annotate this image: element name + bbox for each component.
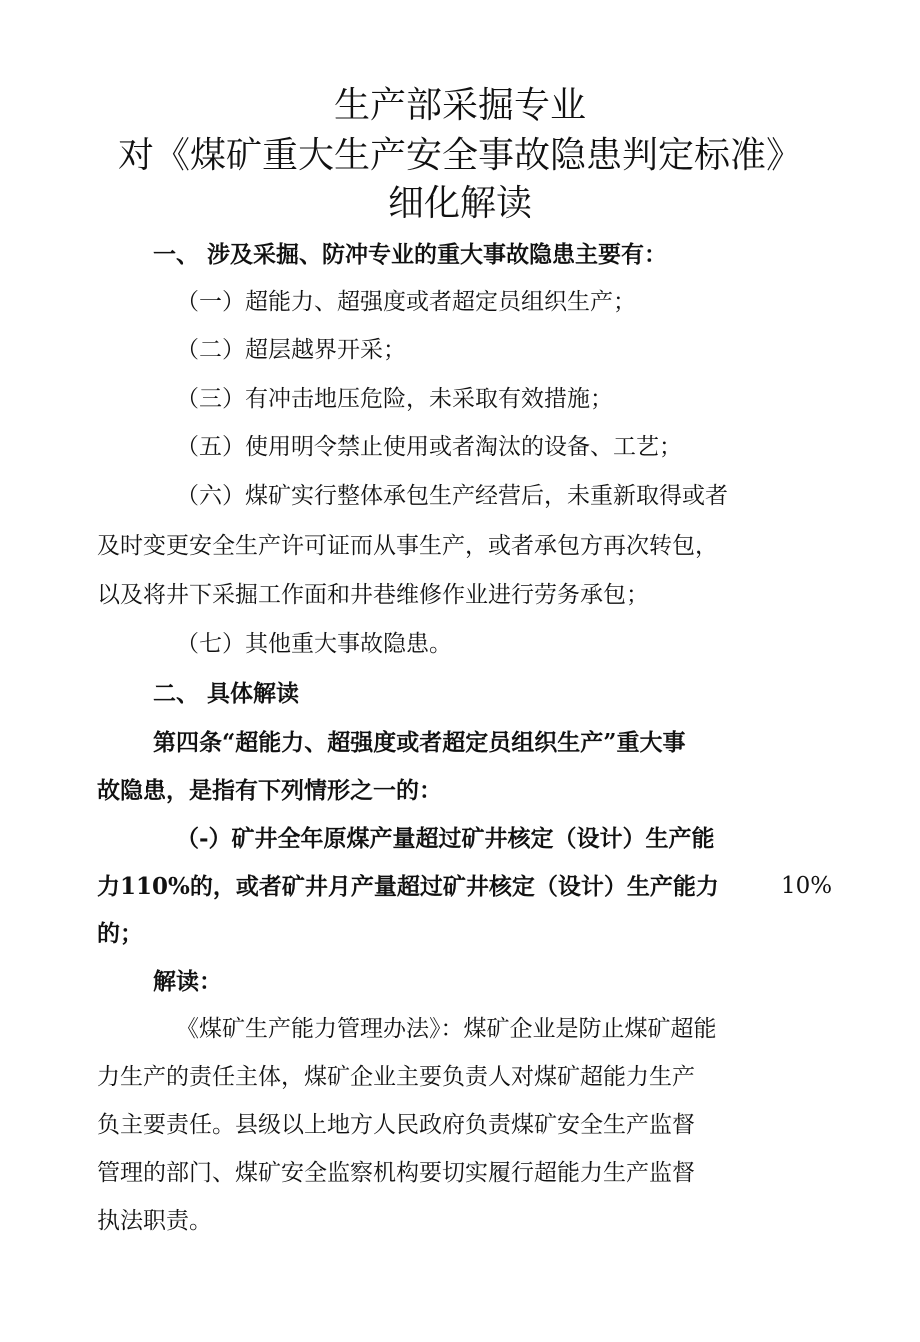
interpretation-line-4: 管理的部门、煤矿安全监察机构要切实履行超能力生产监督 — [97, 1160, 695, 1186]
article-4-line-1: 第四条“超能力、超强度或者超定员组织生产”重大事 — [153, 729, 686, 756]
section-1-item-6-line-1: （六）煤矿实行整体承包生产经营后，未重新取得或者 — [176, 483, 728, 509]
document-title-line-3: 细化解读 — [387, 183, 532, 224]
interpretation-line-2: 力生产的责任主体，煤矿企业主要负责人对煤矿超能力生产 — [97, 1064, 695, 1090]
document-title-line-1: 生产部采掘专业 — [333, 85, 586, 126]
interpretation-line-1: 《煤矿生产能力管理办法》：煤矿企业是防止煤矿超能 — [176, 1016, 717, 1042]
article-4-line-2: 故隐患，是指有下列情形之一的： — [97, 777, 442, 804]
section-2-heading: 二、 具体解读 — [153, 680, 300, 707]
section-1-heading: 一、 涉及采掘、防冲专业的重大事故隐患主要有： — [153, 241, 668, 268]
section-1-item-5: （五）使用明令禁止使用或者淘汰的设备、工艺； — [176, 434, 682, 460]
section-1-item-3: （三）有冲击地压危险，未采取有效措施； — [176, 386, 613, 412]
section-1-item-6-line-3: 以及将井下采掘工作面和井巷维修作业进行劳务承包； — [97, 582, 649, 608]
clause-1-line-2: 力110%的，或者矿井月产量超过矿井核定（设计）生产能力 — [97, 873, 719, 900]
clause-1-percent: 10% — [781, 873, 833, 899]
clause-1-line-3: 的； — [97, 920, 143, 947]
section-1-item-6-line-2: 及时变更安全生产许可证而从事生产，或者承包方再次转包， — [97, 533, 718, 559]
interpretation-label: 解读： — [153, 968, 222, 995]
clause-1-line-1: （-）矿井全年原煤产量超过矿井核定（设计）生产能 — [176, 825, 715, 852]
interpretation-line-3: 负主要责任。县级以上地方人民政府负责煤矿安全生产监督 — [97, 1112, 695, 1138]
document-title-line-2: 对《煤矿重大生产安全事故隐患判定标准》 — [117, 135, 802, 176]
section-1-item-1: （一）超能力、超强度或者超定员组织生产； — [176, 289, 636, 315]
section-1-item-7: （七）其他重大事故隐患。 — [176, 631, 452, 657]
section-1-item-2: （二）超层越界开采； — [176, 337, 406, 363]
interpretation-line-5: 执法职责。 — [97, 1208, 212, 1234]
